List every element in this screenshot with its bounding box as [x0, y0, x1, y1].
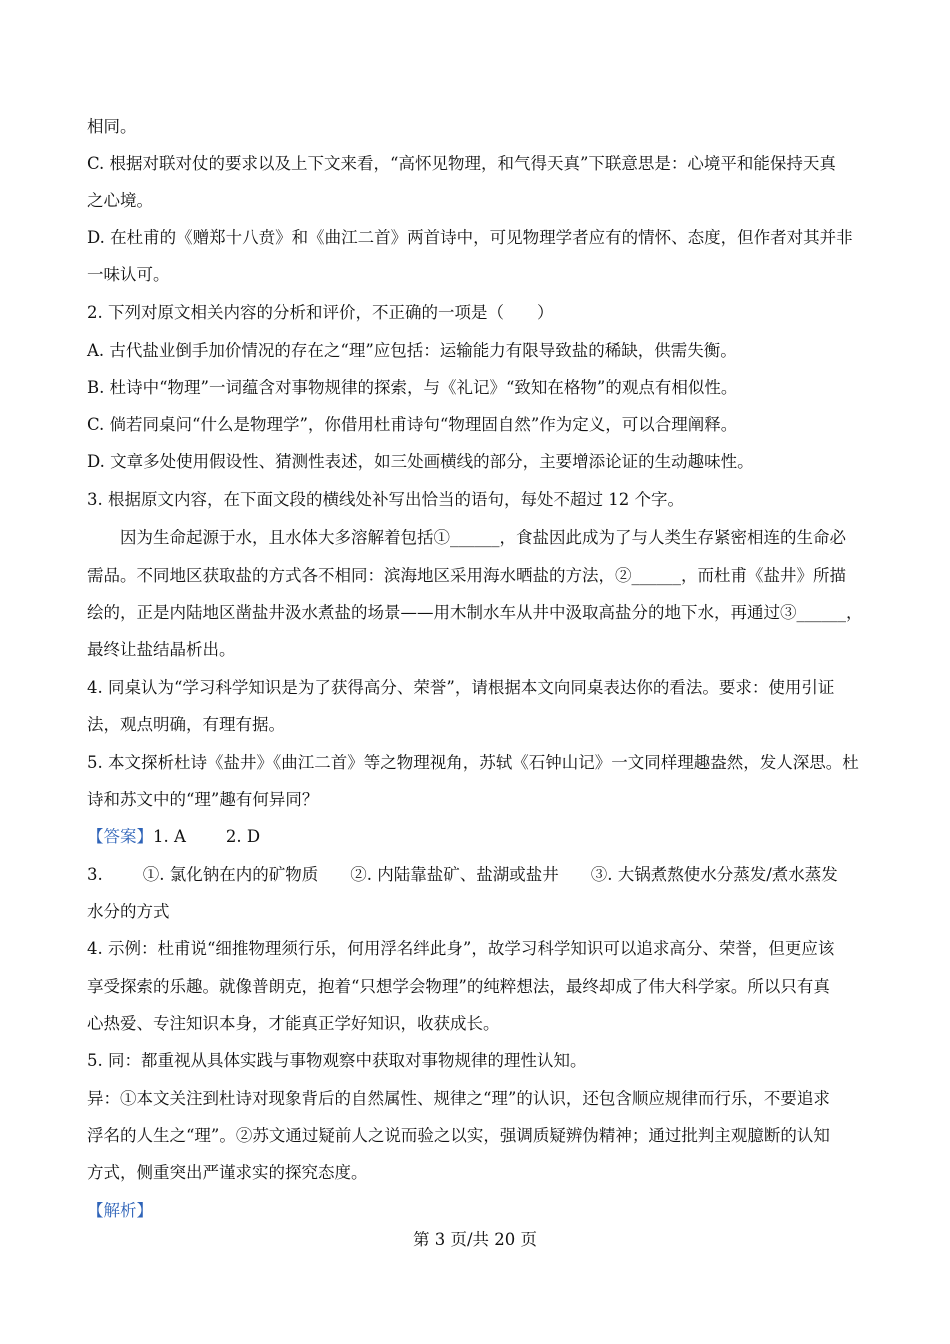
- passage-line: 因为生命起源于水，且水体大多溶解着包括①______，食盐因此成为了与人类生存紧密相连的生命必: [120, 528, 846, 547]
- option-d: D. 文章多处使用假设性、猜测性表述，如三处画横线的部分，主要增添论证的生动趣味性。: [87, 452, 754, 471]
- option-d: D. 在杜甫的《赠郑十八贲》和《曲江二首》两首诗中，可见物理学者应有的情怀、态度，但作者对其并非: [87, 228, 853, 247]
- answer-1: 1. A: [153, 827, 186, 846]
- option-b: B. 杜诗中“物理”一词蕴含对事物规律的探索，与《礼记》“致知在格物”的观点有相似性。: [87, 378, 738, 397]
- text-line: 一味认可。: [87, 265, 170, 284]
- text-line: 法，观点明确，有理有据。: [87, 715, 285, 734]
- question-5: 5. 本文探析杜诗《盐井》《曲江二首》等之物理视角，苏轼《石钟山记》一文同样理趣盎然，发人深思。杜: [87, 753, 859, 772]
- passage-line: 绘的，正是内陆地区凿盐井汲水煮盐的场景——用木制水车从井中汲取高盐分的地下水，再通过③______，: [87, 603, 863, 622]
- question-3: 3. 根据原文内容，在下面文段的横线处补写出恰当的语句，每处不超过 12 个字。: [87, 490, 684, 509]
- text-line: 异：①本文关注到杜诗对现象背后的自然属性、规律之“理”的认识，还包含顺应规律而行乐，不要追求: [87, 1089, 830, 1108]
- text-line: 心热爱、专注知识本身，才能真正学好知识，收获成长。: [87, 1014, 500, 1033]
- answer-line: [87, 826, 260, 848]
- text-line: 相同。: [87, 117, 137, 136]
- option-c: C. 根据对联对仗的要求以及上下文来看，“高怀见物理，和气得天真”下联意思是：心境平和能保持天真: [87, 154, 836, 173]
- text-line: 水分的方式: [87, 902, 170, 921]
- question-2: 2. 下列对原文相关内容的分析和评价，不正确的一项是（ ）: [87, 303, 554, 322]
- text-line: 浮名的人生之“理”。②苏文通过疑前人之说而验之以实，强调质疑辨伪精神；通过批判主观臆断的认知: [87, 1126, 830, 1145]
- option-c: C. 倘若同桌问“什么是物理学”，你借用杜甫诗句“物理固自然”作为定义，可以合理阐释。: [87, 415, 738, 434]
- page-footer: 第 3 页/共 20 页: [412, 1230, 538, 1249]
- answer-5: 5. 同：都重视从具体实践与事物观察中获取对事物规律的理性认知。: [87, 1051, 587, 1070]
- answer-3-blank-2: ②. 内陆靠盐矿、盐湖或盐井: [350, 865, 559, 884]
- answer-3-number: 3.: [87, 865, 103, 884]
- text-line: 诗和苏文中的“理”趣有何异同？: [87, 790, 319, 809]
- passage-line: 最终让盐结晶析出。: [87, 640, 236, 659]
- answer-2: 2. D: [225, 827, 261, 846]
- option-a: A. 古代盐业倒手加价情况的存在之“理”应包括：运输能力有限导致盐的稀缺，供需失衡。: [87, 341, 737, 360]
- answer-3-line: [87, 864, 838, 886]
- analysis-label: 【解析】: [87, 1201, 153, 1220]
- text-line: 之心境。: [87, 191, 153, 210]
- answer-4: 4. 示例：杜甫说“细推物理须行乐，何用浮名绊此身”，故学习科学知识可以追求高分、荣誉，但更应该: [87, 939, 835, 958]
- answer-3-blank-1: ①. 氯化钠在内的矿物质: [142, 865, 319, 884]
- text-line: 方式，侧重突出严谨求实的探究态度。: [87, 1163, 368, 1182]
- question-4: 4. 同桌认为“学习科学知识是为了获得高分、荣誉”，请根据本文向同桌表达你的看法。要求：使用引证: [87, 678, 835, 697]
- text-line: 享受探索的乐趣。就像普朗克，抱着“只想学会物理”的纯粹想法，最终却成了伟大科学家。所以只有真: [87, 977, 830, 996]
- passage-line: 需品。不同地区获取盐的方式各不相同：滨海地区采用海水晒盐的方法，②______，而杜甫《盐井》所描: [87, 566, 846, 585]
- answer-label: 【答案】: [87, 827, 153, 846]
- answer-3-blank-3: ③. 大锅煮熬使水分蒸发/煮水蒸发: [590, 865, 838, 884]
